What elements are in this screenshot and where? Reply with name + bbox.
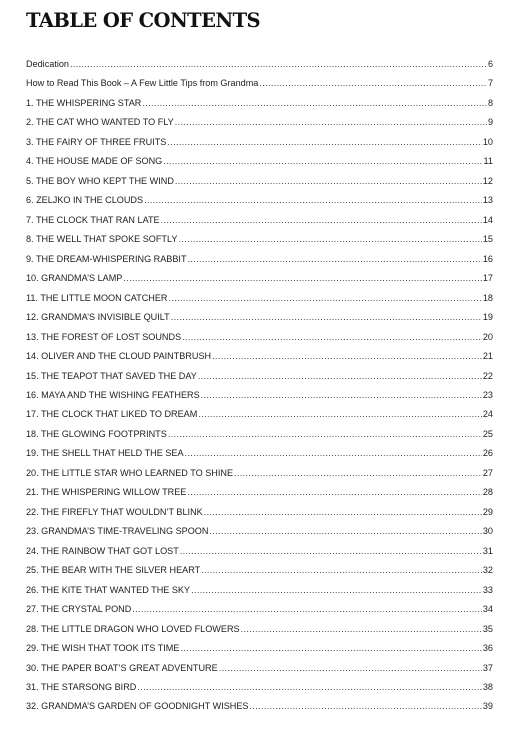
toc-dot-leader: [201, 390, 482, 400]
toc-dot-leader: [175, 176, 482, 186]
toc-entry[interactable]: [26, 663, 493, 682]
toc-dot-leader: [234, 468, 482, 478]
toc-entry-title: 17. THE CLOCK THAT LIKED TO DREAM: [26, 409, 198, 420]
toc-entry-title: 5. THE BOY WHO KEPT THE WIND: [26, 175, 174, 186]
toc-entry-title: 6. ZELJKO IN THE CLOUDS: [26, 195, 144, 206]
toc-entry[interactable]: [26, 176, 493, 195]
toc-entry-page-number: 16: [482, 253, 493, 264]
toc-dot-leader: [178, 234, 481, 244]
toc-entry-page-number: 33: [482, 584, 493, 595]
toc-entry[interactable]: [26, 117, 493, 136]
toc-dot-leader: [171, 312, 482, 322]
toc-dot-leader: [188, 254, 482, 264]
toc-entry-page-number: 36: [482, 643, 493, 654]
toc-entry-page-number: 34: [482, 604, 493, 615]
toc-entry[interactable]: [26, 273, 493, 292]
toc-dot-leader: [180, 546, 482, 556]
toc-entry-title: 18. THE GLOWING FOOTPRINTS: [26, 428, 167, 439]
toc-entry[interactable]: [26, 254, 493, 273]
toc-entry-page-number: 7: [487, 78, 493, 89]
toc-dot-leader: [161, 215, 482, 225]
toc-entry-title: 25. THE BEAR WITH THE SILVER HEART: [26, 565, 201, 576]
toc-entry[interactable]: [26, 409, 493, 428]
toc-entry[interactable]: [26, 682, 493, 701]
toc-entry-title: 14. OLIVER AND THE CLOUD PAINTBRUSH: [26, 351, 212, 362]
toc-list: [26, 59, 493, 721]
toc-entry-title: 2. THE CAT WHO WANTED TO FLY: [26, 117, 174, 128]
toc-entry-page-number: 21: [482, 351, 493, 362]
toc-entry[interactable]: [26, 371, 493, 390]
toc-entry-page-number: 9: [487, 117, 493, 128]
toc-entry[interactable]: [26, 487, 493, 506]
toc-entry[interactable]: [26, 390, 493, 409]
toc-entry-page-number: 17: [482, 273, 493, 284]
toc-entry-title: 21. THE WHISPERING WILLOW TREE: [26, 487, 187, 498]
toc-entry-page-number: 12: [482, 175, 493, 186]
toc-entry-title: 28. THE LITTLE DRAGON WHO LOVED FLOWERS: [26, 623, 240, 634]
toc-entry-page-number: 20: [482, 331, 493, 342]
toc-entry-title: 30. THE PAPER BOAT’S GREAT ADVENTURE: [26, 662, 218, 673]
toc-entry-page-number: 39: [482, 701, 493, 712]
toc-entry-page-number: 25: [482, 428, 493, 439]
toc-entry-page-number: 15: [482, 234, 493, 245]
toc-entry[interactable]: [26, 156, 493, 175]
toc-entry-page-number: 14: [482, 214, 493, 225]
toc-entry-title: 24. THE RAINBOW THAT GOT LOST: [26, 545, 179, 556]
toc-entry-page-number: 23: [482, 389, 493, 400]
toc-entry-page-number: 30: [482, 526, 493, 537]
toc-entry-page-number: 10: [482, 136, 493, 147]
toc-entry[interactable]: [26, 312, 493, 331]
toc-entry-page-number: 28: [482, 487, 493, 498]
toc-dot-leader: [123, 273, 482, 283]
toc-entry[interactable]: [26, 137, 493, 156]
toc-entry-title: 19. THE SHELL THAT HELD THE SEA: [26, 448, 184, 459]
toc-dot-leader: [144, 195, 482, 205]
toc-dot-leader: [175, 117, 487, 127]
toc-dot-leader: [198, 409, 482, 419]
toc-entry-title: 23. GRANDMA’S TIME-TRAVELING SPOON: [26, 526, 209, 537]
toc-entry[interactable]: [26, 624, 493, 643]
toc-entry-title: Dedication: [26, 59, 69, 69]
toc-entry-title: 3. THE FAIRY OF THREE FRUITS: [26, 136, 167, 147]
toc-entry-page-number: 29: [482, 506, 493, 517]
toc-dot-leader: [132, 604, 482, 614]
toc-entry-page-number: 11: [483, 156, 493, 167]
toc-title: TABLE OF CONTENTS: [26, 9, 260, 32]
toc-entry-page-number: 8: [487, 97, 493, 108]
toc-dot-leader: [168, 293, 481, 303]
toc-entry[interactable]: [26, 59, 493, 78]
toc-entry-title: 31. THE STARSONG BIRD: [26, 682, 137, 692]
toc-entry-page-number: 19: [482, 312, 493, 323]
toc-dot-leader: [182, 332, 482, 342]
toc-dot-leader: [180, 643, 481, 653]
toc-dot-leader: [241, 624, 482, 634]
toc-entry-title: 12. GRANDMA’S INVISIBLE QUILT: [26, 312, 170, 323]
toc-entry[interactable]: [26, 351, 493, 370]
toc-entry-title: How to Read This Book – A Few Little Tips from Grandma: [26, 78, 259, 89]
toc-entry[interactable]: [26, 507, 493, 526]
toc-dot-leader: [209, 526, 481, 536]
toc-entry-title: 27. THE CRYSTAL POND: [26, 604, 132, 615]
toc-entry-page-number: 26: [482, 448, 493, 459]
toc-entry[interactable]: [26, 234, 493, 253]
toc-dot-leader: [259, 78, 487, 88]
toc-entry-page-number: 18: [482, 292, 493, 303]
toc-dot-leader: [201, 565, 482, 575]
toc-dot-leader: [250, 701, 482, 711]
toc-dot-leader: [70, 59, 487, 69]
toc-entry[interactable]: [26, 546, 493, 565]
toc-entry-title: 15. THE TEAPOT THAT SAVED THE DAY: [26, 370, 197, 381]
toc-dot-leader: [198, 371, 482, 381]
toc-entry[interactable]: [26, 215, 493, 234]
toc-entry-page-number: 27: [482, 467, 493, 478]
toc-dot-leader: [163, 156, 482, 166]
toc-dot-leader: [185, 448, 482, 458]
toc-entry[interactable]: [26, 565, 493, 584]
toc-entry-title: 32. GRANDMA’S GARDEN OF GOODNIGHT WISHES: [26, 701, 249, 712]
toc-entry-title: 26. THE KITE THAT WANTED THE SKY: [26, 584, 191, 595]
toc-dot-leader: [142, 98, 487, 108]
toc-entry[interactable]: [26, 332, 493, 351]
toc-entry[interactable]: [26, 643, 493, 662]
toc-dot-leader: [191, 585, 482, 595]
toc-entry-page-number: 35: [482, 623, 493, 634]
toc-entry-page-number: 31: [482, 545, 493, 556]
toc-entry-page-number: 13: [482, 195, 493, 206]
toc-entry-title: 7. THE CLOCK THAT RAN LATE: [26, 214, 160, 225]
toc-entry-page-number: 38: [482, 682, 493, 692]
toc-entry-title: 11. THE LITTLE MOON CATCHER: [26, 292, 168, 303]
toc-entry-title: 20. THE LITTLE STAR WHO LEARNED TO SHINE: [26, 467, 234, 478]
toc-dot-leader: [167, 137, 482, 147]
toc-dot-leader: [204, 507, 482, 517]
toc-entry-title: 10. GRANDMA’S LAMP: [26, 273, 123, 284]
toc-entry-title: 8. THE WELL THAT SPOKE SOFTLY: [26, 234, 178, 245]
toc-dot-leader: [137, 682, 482, 692]
toc-entry-title: 4. THE HOUSE MADE OF SONG: [26, 156, 163, 167]
toc-dot-leader: [187, 487, 482, 497]
toc-entry[interactable]: [26, 98, 493, 117]
toc-entry-page-number: 37: [482, 662, 493, 673]
toc-entry[interactable]: [26, 604, 493, 623]
toc-entry-title: 13. THE FOREST OF LOST SOUNDS: [26, 331, 182, 342]
toc-entry-title: 29. THE WISH THAT TOOK ITS TIME: [26, 643, 180, 654]
toc-entry-title: 1. THE WHISPERING STAR: [26, 97, 142, 108]
toc-entry-page-number: 32: [482, 565, 493, 576]
toc-dot-leader: [212, 351, 482, 361]
toc-entry[interactable]: [26, 585, 493, 604]
toc-entry[interactable]: [26, 78, 493, 97]
toc-entry-page-number: 22: [482, 370, 493, 381]
toc-entry[interactable]: [26, 468, 493, 487]
toc-entry[interactable]: [26, 195, 493, 214]
toc-entry[interactable]: [26, 526, 493, 545]
toc-entry[interactable]: [26, 293, 493, 312]
toc-entry-title: 22. THE FIREFLY THAT WOULDN’T BLINK: [26, 506, 203, 517]
toc-entry[interactable]: [26, 448, 493, 467]
toc-entry-title: 16. MAYA AND THE WISHING FEATHERS: [26, 389, 200, 400]
toc-entry-page-number: 6: [487, 59, 493, 69]
toc-entry[interactable]: [26, 429, 493, 448]
toc-entry-page-number: 24: [482, 409, 493, 420]
toc-entry[interactable]: [26, 701, 493, 720]
toc-dot-leader: [219, 663, 482, 673]
toc-entry-title: 9. THE DREAM-WHISPERING RABBIT: [26, 253, 187, 264]
toc-dot-leader: [168, 429, 482, 439]
